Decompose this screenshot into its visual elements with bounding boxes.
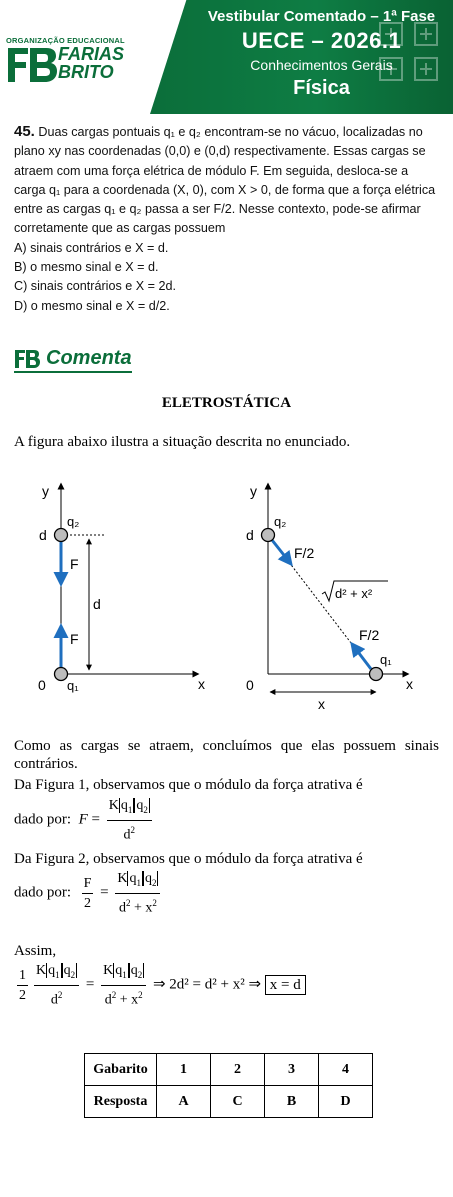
equation-figure1-prefix: dado por:	[14, 811, 72, 828]
eq2-q1: q	[129, 871, 137, 886]
eq3-half	[17, 967, 28, 1004]
option-c: C) sinais contrários e X = 2d.	[14, 279, 177, 294]
fig1-force-bottom-label: F	[70, 631, 79, 647]
eq2-q2: q	[144, 871, 152, 886]
intro-text: A figura abaixo ilustra a situação descrita no enunciado.	[14, 434, 351, 450]
comenta-label: Comenta	[46, 347, 132, 369]
eq1-K: K	[108, 798, 119, 813]
eq3-fraction-b: $\frac{K q_1 q_2}{d^2 + x^2}$	[101, 962, 146, 1008]
eq3-equals: =	[85, 976, 95, 993]
fb-logo-icon	[6, 46, 58, 84]
fig2-force-top-label: F/2	[294, 545, 315, 561]
header-line-1: Vestibular Comentado – 1ª Fase	[207, 8, 436, 25]
option-d: D) o mesmo sinal e X = d/2.	[14, 298, 170, 313]
equation-final	[14, 962, 439, 1008]
eq3-d-a: d	[50, 992, 58, 1008]
eq3-result-boxed: x = d	[265, 975, 306, 995]
fig2-q2-label: q₂	[274, 514, 287, 529]
fig2-force-bottom	[352, 644, 371, 669]
fig2-charge-q1	[370, 668, 383, 681]
eq2-equals: =	[100, 884, 109, 901]
fig2-y-label: y	[250, 483, 257, 499]
question-block	[14, 122, 442, 316]
figure-1	[38, 483, 205, 693]
fig1-d-label: d	[39, 527, 47, 543]
header-line-3: Conhecimentos Gerais	[250, 57, 393, 73]
paragraph-signs: Como as cargas se atraem, concluímos que elas possuem sinais contrários.	[14, 738, 439, 772]
eq2-plus-x: + x	[133, 900, 153, 916]
question-statement: Duas cargas pontuais q₁ e q₂ encontram-se no vácuo, localizadas no plano xy nas coordenadas (0,0) e (0,d) respectivamente. Essas cargas se atraem com uma força elétrica de módulo F. Em seguida, desloca-se a carga q₁ para a coordenada (X, 0), com X > 0, de forma que a força elétrica entre as cargas q₁ e q₂ passa a ser F/2. Nesse contexto, pode-se afirmar corretamente que as cargas possuem	[14, 125, 436, 236]
implies-arrow-icon-2: ⇒	[248, 976, 262, 993]
eq3-plus-x: + x	[119, 992, 139, 1008]
fig2-x-label: x	[406, 676, 413, 692]
header-exam-title: UECE – 2026.1	[241, 28, 402, 53]
fig2-charge-q2	[262, 529, 275, 542]
fig2-d-label: d	[246, 527, 254, 543]
eq3-q2-a: q	[63, 963, 71, 978]
options-list	[14, 239, 442, 316]
option-b: B) o mesmo sinal e X = d.	[14, 260, 159, 275]
comenta-underline	[14, 371, 132, 373]
eq2-two: 2	[83, 895, 91, 911]
eq1-q1: q	[120, 798, 128, 813]
fig2-origin-label: 0	[246, 677, 254, 693]
equation-figure1	[14, 797, 439, 843]
fig2-x-dimension: x	[318, 696, 325, 712]
fig1-x-label: x	[198, 676, 205, 692]
logo-word-brito: BRITO	[58, 62, 114, 82]
table-cell: C	[211, 1086, 265, 1118]
eq3-q2-b: q	[130, 963, 138, 978]
page-header	[0, 0, 453, 114]
fig1-origin-label: 0	[38, 677, 46, 693]
eq3-two: 2	[19, 987, 26, 1003]
eq3-fraction-a: $\frac{K q_1 q_2}{d^2}$	[34, 962, 79, 1008]
eq3-K-a: K	[36, 963, 47, 978]
table-cell: Resposta	[85, 1086, 157, 1118]
fig2-force-top	[272, 540, 291, 564]
table-cell: Gabarito	[85, 1054, 157, 1086]
eq2-F: F	[82, 875, 94, 894]
eq3-K-b: K	[103, 963, 114, 978]
table-cell: 2	[211, 1054, 265, 1086]
logo-top-text: ORGANIZAÇÃO EDUCACIONAL	[6, 36, 125, 45]
header-text	[190, 0, 453, 114]
fig2-distance-label	[322, 581, 388, 601]
table-row	[85, 1086, 373, 1118]
eq3-result-1: 2d² = d² + x²	[169, 976, 245, 993]
header-subject: Física	[293, 77, 350, 99]
table-cell: D	[319, 1086, 373, 1118]
comenta-banner	[14, 347, 174, 373]
logo-word-farias: FARIAS	[58, 44, 125, 64]
eq1-F: F	[78, 811, 88, 828]
table-cell: B	[265, 1086, 319, 1118]
figure-2	[246, 483, 413, 712]
equation-figure2	[14, 870, 439, 916]
fig2-q1-label: q₁	[380, 652, 392, 667]
table-cell: 4	[319, 1054, 373, 1086]
fb-small-logo-icon	[14, 349, 40, 369]
fig2-distance-text: d² + x²	[335, 586, 373, 601]
option-a: A) sinais contrários e X = d.	[14, 240, 169, 255]
implies-arrow-icon-1: ⇒	[152, 976, 166, 993]
fig1-q2-label: q₂	[67, 514, 80, 529]
fig1-charge-q1	[55, 668, 68, 681]
fig2-force-bottom-label: F/2	[359, 627, 380, 643]
eq2-left-fraction	[82, 875, 94, 912]
eq1-d: d	[123, 827, 131, 843]
fig1-y-label: y	[42, 483, 49, 499]
eq1-q2: q	[136, 798, 144, 813]
eq3-q1-a: q	[48, 963, 56, 978]
paragraph-figure2: Da Figura 2, observamos que o módulo da força atrativa é	[14, 851, 363, 867]
eq2-K: K	[117, 871, 128, 886]
eq1-equals: =	[91, 811, 100, 828]
farias-brito-logo	[6, 36, 146, 84]
fig1-d-dimension: d	[93, 596, 101, 612]
figures	[14, 474, 442, 714]
eq2-right-fraction: $\frac{K q_1 q_2}{d^2 + x^2}$	[115, 870, 160, 916]
eq3-one: 1	[17, 967, 28, 986]
table-cell: 3	[265, 1054, 319, 1086]
table-cell: 1	[157, 1054, 211, 1086]
paragraph-assim: Assim,	[14, 943, 57, 959]
fig1-q1-label: q₁	[67, 678, 79, 693]
eq2-d: d	[118, 900, 126, 916]
equation-figure2-prefix: dado por:	[14, 884, 72, 901]
answer-table	[84, 1053, 373, 1118]
fig1-force-top-label: F	[70, 556, 79, 572]
question-number: 45.	[14, 123, 35, 140]
fig1-charge-q2	[55, 529, 68, 542]
table-cell: A	[157, 1086, 211, 1118]
section-title: ELETROSTÁTICA	[161, 395, 292, 411]
eq3-q1-b: q	[115, 963, 123, 978]
eq3-d-b: d	[104, 992, 112, 1008]
paragraph-figure1: Da Figura 1, observamos que o módulo da força atrativa é	[14, 777, 363, 793]
table-row	[85, 1054, 373, 1086]
eq1-fraction: $\frac{K q_1 q_2}{d^2}$	[107, 797, 152, 843]
